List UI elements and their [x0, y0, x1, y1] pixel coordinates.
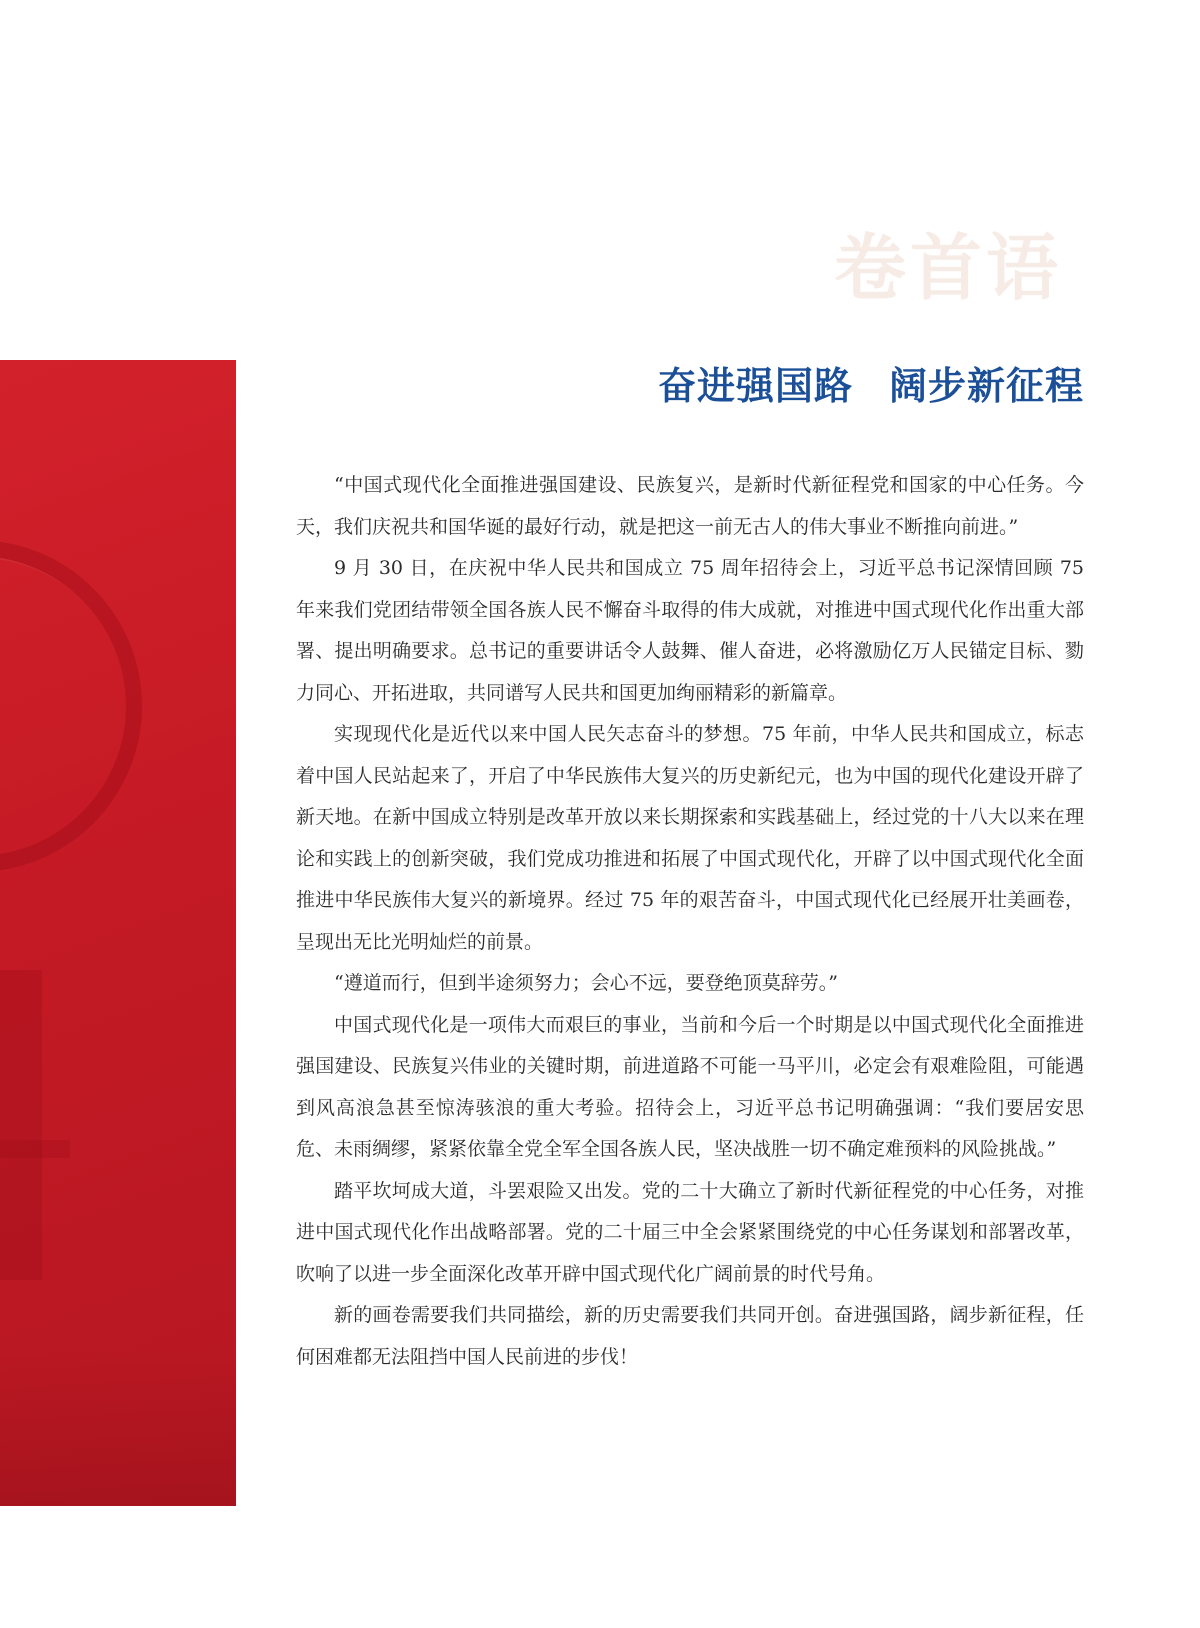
- paragraph-6: 踏平坎坷成大道，斗罢艰险又出发。党的二十大确立了新时代新征程党的中心任务，对推进中国式现代化作出战略部署。党的二十届三中全会紧紧围绕党的中心任务谋划和部署改革，吹响了以进一步全面深化改革开辟中国式现代化广阔前景的时代号角。: [296, 1179, 1084, 1285]
- article-body: [296, 465, 1084, 1378]
- embossed-crossbar-decoration: [0, 1140, 70, 1158]
- red-decorative-panel: [0, 360, 236, 1506]
- paragraph-3: 实现现代化是近代以来中国人民矢志奋斗的梦想。75 年前，中华人民共和国成立，标志着中国人民站起来了，开启了中华民族伟大复兴的历史新纪元，也为中国的现代化建设开辟了新天地。在新中国成立特别是改革开放以来长期探索和实践基础上，经过党的十八大以来在理论和实践上的创新突破，我们党成功推进和拓展了中国式现代化，开辟了以中国式现代化全面推进中华民族伟大复兴的新境界。经过 75 年的艰苦奋斗，中国式现代化已经展开壮美画卷，呈现出无比光明灿烂的前景。: [296, 723, 1084, 953]
- paragraph-1: “中国式现代化全面推进强国建设、民族复兴，是新时代新征程党和国家的中心任务。今天，我们庆祝共和国华诞的最好行动，就是把这一前无古人的伟大事业不断推向前进。”: [296, 474, 1084, 538]
- section-watermark-title: 卷首语: [833, 225, 1062, 310]
- embossed-circle-decoration: [0, 540, 142, 872]
- embossed-bar-decoration: [0, 970, 42, 1280]
- paragraph-4-quote: “遵道而行，但到半途须努力；会心不远，要登绝顶莫辞劳。”: [334, 972, 838, 994]
- page-headline: [658, 355, 1084, 410]
- headline-part-2: 阔步新征程: [888, 364, 1084, 408]
- headline-part-1: 奋进强国路: [657, 364, 853, 408]
- panel-shadow-decoration: [0, 1350, 236, 1506]
- paragraph-5: 中国式现代化是一项伟大而艰巨的事业，当前和今后一个时期是以中国式现代化全面推进强国建设、民族复兴伟业的关键时期，前进道路不可能一马平川，必定会有艰难险阻，可能遇到风高浪急甚至惊涛骇浪的重大考验。招待会上，习近平总书记明确强调：“我们要居安思危、未雨绸缪，紧紧依靠全党全军全国各族人民，坚决战胜一切不确定难预料的风险挑战。”: [296, 1013, 1084, 1160]
- paragraph-2: 9 月 30 日，在庆祝中华人民共和国成立 75 周年招待会上，习近平总书记深情回顾 75 年来我们党团结带领全国各族人民不懈奋斗取得的伟大成就，对推进中国式现代化作出重大部署、提出明确要求。总书记的重要讲话令人鼓舞、催人奋进，必将激励亿万人民锚定目标、勠力同心、开拓进取，共同谱写人民共和国更加绚丽精彩的新篇章。: [296, 557, 1084, 704]
- paragraph-7: 新的画卷需要我们共同描绘，新的历史需要我们共同开创。奋进强国路，阔步新征程，任何困难都无法阻挡中国人民前进的步伐！: [296, 1304, 1084, 1368]
